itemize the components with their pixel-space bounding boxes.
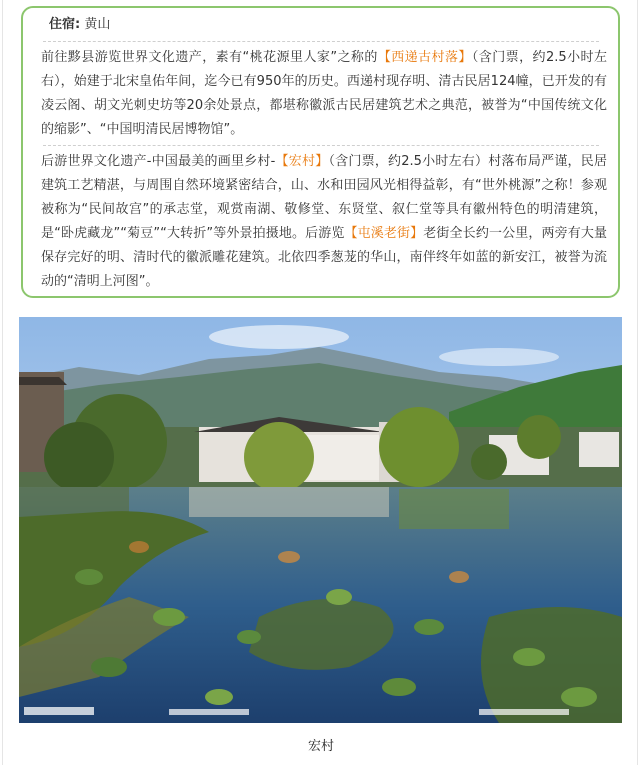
day-description-paragraph-2 bbox=[41, 150, 607, 294]
paragraph-text: 老街全长约一公里，两旁有大量保存完好的明、清时代的徽派雕花建筑。北依四季葱茏的华山，南伴终年如蓝的新安江，被誉为流动的“清明上河图”。 bbox=[41, 226, 607, 289]
photo-caption: 宏村 bbox=[307, 739, 334, 754]
paragraph-text: （含门票，约2.5小时左右）村落布局严谨，民居建筑工艺精湛，与周围自然环境紧密结合，山、水和田园风光相得益彰，有“世外桃源”之称！参观被称为“民间故宫”的承志堂，观赏南湖、敬修堂、东贤堂、叙仁堂等具有徽州特色的明清建筑，是“卧虎藏龙”“菊豆”“大转折”等外景拍摄地。后游览 bbox=[41, 154, 607, 241]
day-description-paragraph-1 bbox=[41, 46, 607, 142]
dashed-divider bbox=[43, 41, 599, 42]
dashed-divider bbox=[43, 145, 599, 146]
right-divider bbox=[637, 0, 638, 765]
tunxi-old-street-highlight: 【屯溪老街】 bbox=[344, 226, 424, 241]
accommodation-row bbox=[49, 16, 110, 34]
accommodation-value: 黄山 bbox=[84, 17, 111, 32]
xidi-village-highlight: 【西递古村落】 bbox=[377, 50, 472, 65]
itinerary-card bbox=[21, 6, 620, 298]
hongcun-village-highlight: 【宏村】 bbox=[275, 154, 329, 169]
paragraph-text: 前往黟县游览世界文化遗产，素有“桃花源里人家”之称的 bbox=[41, 50, 378, 65]
paragraph-text: （含门票，约2.5小时左右），始建于北宋皇佑年间，迄今已有950年的历史。西递村现存明、清古民居124幢，已开发的有凌云阁、胡文光刺史坊等20余处景点，都堪称徽派古民居建筑艺术之典范，被誉为“中国传统文化的缩影”、“中国明清民居博物馆”。 bbox=[41, 50, 607, 137]
hongcun-photo bbox=[19, 317, 622, 723]
paragraph-text: 后游世界文化遗产-中国最美的画里乡村- bbox=[41, 154, 276, 169]
left-divider bbox=[2, 0, 3, 765]
accommodation-label: 住宿: bbox=[49, 17, 81, 32]
